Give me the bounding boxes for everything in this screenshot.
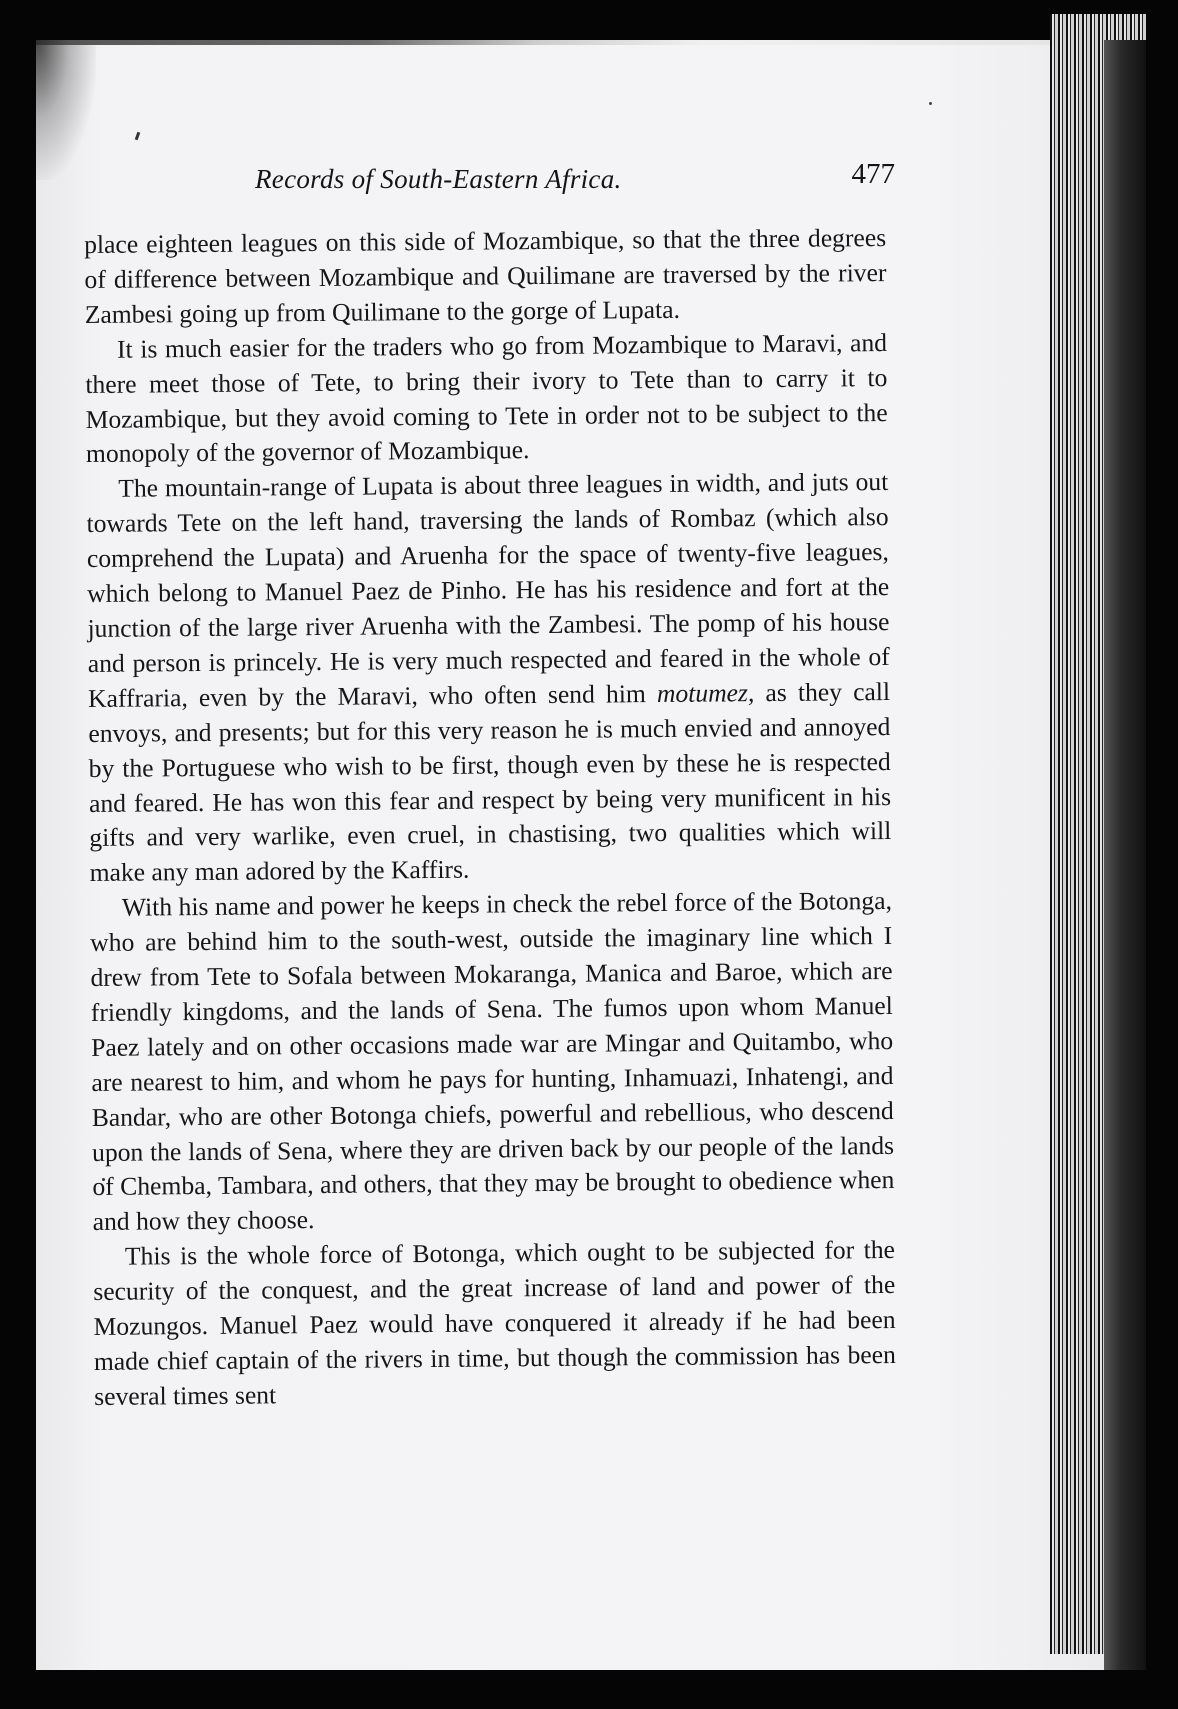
paragraph-1: place eighteen leagues on this side of Mozambique, so that the three degrees of difference between Mozambique and Quilimane are traversed by the river Zambesi going up from Quilimane to the gorge of Lupata. (84, 223, 887, 329)
paragraph-5: This is the whole force of Botonga, which ought to be subjected for the security of the conquest, and the great increase of land and power of the Mozungos. Manuel Paez would have conquered it already if he had been made chief captain of the rivers in time, but though the commission has been several times sent (93, 1235, 896, 1411)
paragraph-4: With his name and power he keeps in check the rebel force of the Botonga, who are behind him to the south-west, outside the imaginary line which I drew from Tete to Sofala between Mokaranga, Manica and Baroe, which are friendly kingdoms, and the lands of Sena. The fumos upon whom Manuel Paez lately and on other occasions made war are Mingar and Quitambo, who are nearest to him, and whom he pays for hunting, Inhamuazi, Inhatengi, and Bandar, who are other Botonga chiefs, powerful and rebellious, who descend upon the lands of Sena, where they are driven back by our people of the lands of Chemba, Tambara, and others, that they may be brought to obedience when and how they choose. (90, 886, 895, 1237)
paragraph-2: It is much easier for the traders who go from Mozambique to Maravi, and there meet those of Tete, to bring their ivory to Tete than to carry it to Mozambique, but they avoid coming to Tete in order not to be subject to the monopoly of the governor of Mozambique. (85, 327, 888, 469)
page-header (255, 158, 895, 198)
page-number: 477 (851, 158, 895, 190)
ink-speck (929, 102, 932, 105)
paragraph-3-text-b: as they call envoys, and presents; but for this very reason he is much envied and annoyed by the Portuguese who wish to be first, though even by these he is respected and feared. He has won this fear and respect by being very munificent in his gifts and very warlike, even cruel, in chastising, two qualities which will make any man adored by the Kaffirs. (88, 676, 892, 888)
running-head: Records of South-Eastern Africa. (255, 164, 622, 194)
paragraph-3-text-a: The mountain-range of Lupata is about three leagues in width, and juts out towards Tete on the left hand, traversing the lands of Rombaz (which also comprehend the Lupata) and Aruenha for the space of twenty-five leagues, which belong to Manuel Paez de Pinho. He has his residence and fort at the junction of the large river Aruenha with the Zambesi. The pomp of his house and person is princely. He is very much respected and feared in the whole of Kaffraria, even by the Maravi, who often send him (86, 467, 890, 713)
book-binding-shadow (1104, 40, 1146, 1670)
italic-term: motumez, (656, 677, 755, 708)
paragraph-3 (86, 465, 892, 891)
page-top-edge (36, 40, 1146, 45)
ink-speck (135, 132, 141, 141)
corner-shadow (36, 40, 96, 180)
page-body-text (84, 221, 896, 1415)
